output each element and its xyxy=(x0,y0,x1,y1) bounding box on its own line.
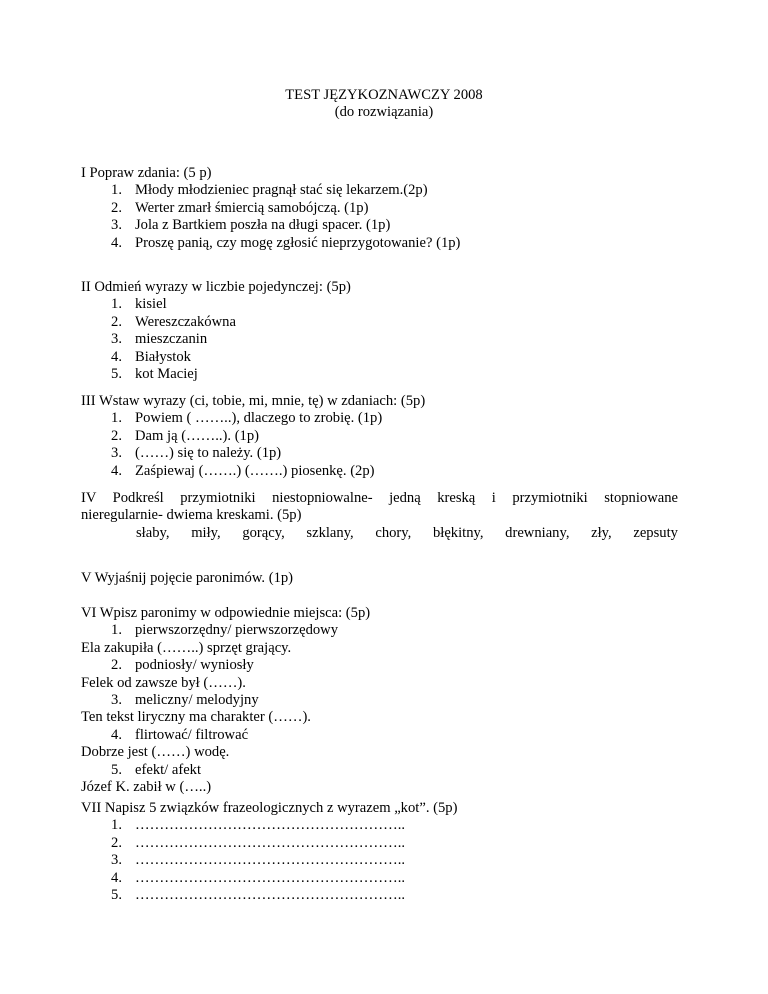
fill-sentence: Ten tekst liryczny ma charakter (……). xyxy=(81,709,311,726)
item-text: Zaśpiewaj (…….) (…….) piosenkę. (2p) xyxy=(135,462,375,479)
item-text: Proszę panią, czy mogę zgłosić nieprzygotowanie? (1p) xyxy=(135,234,461,251)
item-number: 4. xyxy=(111,869,122,886)
fill-sentence: Ela zakupiła (……..) sprzęt grający. xyxy=(81,639,292,656)
item-text: Werter zmarł śmiercią samobójczą. (1p) xyxy=(135,199,369,216)
list-item xyxy=(81,887,681,904)
item-number: 2. xyxy=(111,834,122,851)
document-title: TEST JĘZYKOZNAWCZY 2008 xyxy=(285,87,483,103)
item-text: Powiem ( ……..), dlaczego to zrobię. (1p) xyxy=(135,410,383,427)
item-text: Młody młodzieniec pragnął stać się lekarzem.(2p) xyxy=(135,182,428,199)
item-number: 2. xyxy=(111,199,122,216)
item-text: efekt/ afekt xyxy=(135,761,202,778)
item-number: 2. xyxy=(111,313,122,330)
item-number: 3. xyxy=(111,217,122,234)
item-number: 3. xyxy=(111,331,122,348)
item-text: podniosły/ wyniosły xyxy=(135,657,254,674)
adjective-word: szklany, xyxy=(306,524,354,541)
item-number: 3. xyxy=(111,691,122,708)
item-text: (……) się to należy. (1p) xyxy=(135,445,282,462)
list-item xyxy=(81,835,681,852)
item-number: 4. xyxy=(111,726,122,743)
item-text: pierwszorzędny/ pierwszorzędowy xyxy=(135,622,339,639)
list-item xyxy=(81,692,681,709)
item-text: meliczny/ melodyjny xyxy=(135,691,259,708)
list-item xyxy=(81,817,681,834)
item-number: 4. xyxy=(111,348,122,365)
section-1 xyxy=(81,165,681,252)
list-item xyxy=(81,366,681,383)
fill-sentence: Dobrze jest (……) wodę. xyxy=(81,744,230,761)
answer-line: ……………………………………………….. xyxy=(135,817,405,834)
item-text: Jola z Bartkiem poszła na długi spacer. (1p) xyxy=(135,217,391,234)
adjective-word: zły, xyxy=(591,524,612,541)
document-subtitle: (do rozwiązania) xyxy=(334,104,434,121)
list-item xyxy=(81,428,681,445)
item-number: 3. xyxy=(111,445,122,462)
list-item xyxy=(81,445,681,462)
list-item xyxy=(81,331,681,348)
item-number: 3. xyxy=(111,852,122,869)
item-number: 5. xyxy=(111,365,122,382)
answer-line: ……………………………………………….. xyxy=(135,852,405,869)
item-text: kisiel xyxy=(135,296,167,313)
list-item xyxy=(81,296,681,313)
item-number: 2. xyxy=(111,657,122,674)
list-item xyxy=(81,314,681,331)
item-number: 1. xyxy=(111,296,122,313)
list-item xyxy=(81,852,681,869)
list-item xyxy=(81,870,681,887)
list-item xyxy=(81,463,681,480)
section-4 xyxy=(81,490,681,542)
list-item xyxy=(81,200,681,217)
item-number: 5. xyxy=(111,886,122,903)
list-item xyxy=(81,182,681,199)
list-item xyxy=(81,217,681,234)
item-number: 1. xyxy=(111,622,122,639)
section-4-heading-line-2: nieregularnie- dwiema kreskami. (5p) xyxy=(81,507,302,524)
answer-line: ……………………………………………….. xyxy=(135,886,405,903)
item-text: Dam ją (……..). (1p) xyxy=(135,427,260,444)
item-number: 4. xyxy=(111,462,122,479)
fill-sentence: Józef K. zabił w (…..) xyxy=(81,778,212,795)
section-6 xyxy=(81,605,681,796)
section-5-heading: V Wyjaśnij pojęcie paronimów. (1p) xyxy=(81,570,294,586)
item-text: Białystok xyxy=(135,348,191,365)
item-text: kot Maciej xyxy=(135,365,198,382)
item-text: Wereszczakówna xyxy=(135,313,236,330)
section-4-heading-line-1: IV Podkreśl przymiotniki niestopniowalne- jedną kreską i przymiotniki stopniowane xyxy=(81,490,678,506)
adjective-word: gorący, xyxy=(242,524,285,541)
adjective-word: słaby, xyxy=(136,524,170,541)
item-number: 1. xyxy=(111,182,122,199)
answer-line: ……………………………………………….. xyxy=(135,834,405,851)
section-3-heading: III Wstaw wyrazy (ci, tobie, mi, mnie, tę) w zdaniach: (5p) xyxy=(81,393,426,409)
list-item xyxy=(81,727,681,744)
item-text: flirtować/ filtrować xyxy=(135,726,249,743)
section-6-heading: VI Wpisz paronimy w odpowiednie miejsca: (5p) xyxy=(81,605,371,621)
section-2 xyxy=(81,279,681,383)
list-item xyxy=(81,349,681,366)
list-item xyxy=(81,410,681,427)
adjective-word: drewniany, xyxy=(505,524,570,541)
answer-line: ……………………………………………….. xyxy=(135,869,405,886)
list-item xyxy=(81,622,681,639)
section-7 xyxy=(81,800,681,904)
title-block xyxy=(0,87,768,122)
item-text: mieszczanin xyxy=(135,331,208,348)
item-number: 2. xyxy=(111,427,122,444)
list-item xyxy=(81,762,681,779)
item-number: 4. xyxy=(111,234,122,251)
adjective-word: zepsuty xyxy=(633,524,678,541)
adjective-word: miły, xyxy=(191,524,221,541)
section-1-heading: I Popraw zdania: (5 p) xyxy=(81,165,212,181)
item-number: 5. xyxy=(111,761,122,778)
section-2-heading: II Odmień wyrazy w liczbie pojedynczej: (5p) xyxy=(81,279,351,295)
adjective-word: błękitny, xyxy=(432,524,484,541)
list-item xyxy=(81,235,681,252)
adjective-word: chory, xyxy=(375,524,412,541)
section-7-heading: VII Napisz 5 związków frazeologicznych z wyrazem „kot”. (5p) xyxy=(81,800,458,816)
section-5 xyxy=(81,570,681,587)
list-item xyxy=(81,657,681,674)
section-3 xyxy=(81,393,681,480)
item-number: 1. xyxy=(111,410,122,427)
adjective-word-list xyxy=(136,525,678,542)
item-number: 1. xyxy=(111,817,122,834)
fill-sentence: Felek od zawsze był (……). xyxy=(81,674,246,691)
